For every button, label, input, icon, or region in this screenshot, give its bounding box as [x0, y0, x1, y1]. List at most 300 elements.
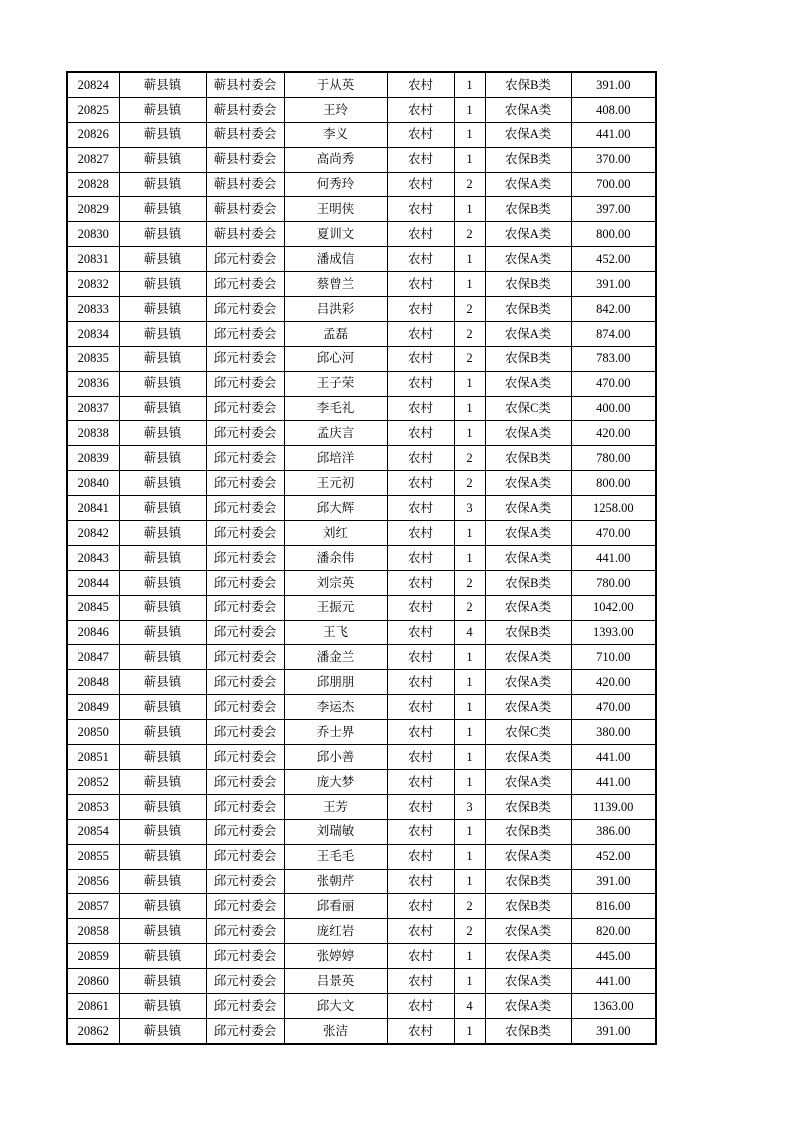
village-committee-cell: 邱元村委会	[206, 346, 284, 371]
village-committee-cell: 蕲县村委会	[206, 222, 284, 247]
person-name-cell: 潘余伟	[284, 545, 387, 570]
record-id-cell: 20852	[67, 769, 119, 794]
table-row	[67, 745, 656, 770]
person-count-cell: 2	[454, 346, 485, 371]
village-committee-cell: 邱元村委会	[206, 471, 284, 496]
amount-cell: 470.00	[571, 521, 656, 546]
table-row	[67, 794, 656, 819]
residence-type-cell: 农村	[387, 521, 454, 546]
village-committee-cell: 邱元村委会	[206, 321, 284, 346]
record-id-cell: 20839	[67, 446, 119, 471]
record-id-cell: 20824	[67, 72, 119, 97]
residence-type-cell: 农村	[387, 72, 454, 97]
amount-cell: 452.00	[571, 247, 656, 272]
person-name-cell: 孟庆言	[284, 421, 387, 446]
person-name-cell: 张洁	[284, 1018, 387, 1043]
town-cell: 蕲县镇	[119, 446, 206, 471]
person-name-cell: 夏训文	[284, 222, 387, 247]
residence-type-cell: 农村	[387, 346, 454, 371]
person-count-cell: 2	[454, 297, 485, 322]
residence-type-cell: 农村	[387, 769, 454, 794]
person-name-cell: 刘红	[284, 521, 387, 546]
person-count-cell: 2	[454, 222, 485, 247]
village-committee-cell: 邱元村委会	[206, 993, 284, 1018]
table-row	[67, 446, 656, 471]
insurance-category-cell: 农保B类	[485, 297, 571, 322]
table-row	[67, 869, 656, 894]
amount-cell: 470.00	[571, 695, 656, 720]
record-id-cell: 20841	[67, 496, 119, 521]
table-row	[67, 919, 656, 944]
residence-type-cell: 农村	[387, 297, 454, 322]
residence-type-cell: 农村	[387, 172, 454, 197]
record-id-cell: 20832	[67, 272, 119, 297]
residence-type-cell: 农村	[387, 396, 454, 421]
record-id-cell: 20844	[67, 570, 119, 595]
town-cell: 蕲县镇	[119, 545, 206, 570]
table-row	[67, 147, 656, 172]
record-id-cell: 20831	[67, 247, 119, 272]
village-committee-cell: 邱元村委会	[206, 969, 284, 994]
town-cell: 蕲县镇	[119, 819, 206, 844]
person-count-cell: 1	[454, 769, 485, 794]
amount-cell: 780.00	[571, 446, 656, 471]
record-id-cell: 20862	[67, 1018, 119, 1043]
record-id-cell: 20838	[67, 421, 119, 446]
record-id-cell: 20850	[67, 720, 119, 745]
town-cell: 蕲县镇	[119, 421, 206, 446]
insurance-category-cell: 农保A类	[485, 993, 571, 1018]
person-count-cell: 1	[454, 147, 485, 172]
person-count-cell: 3	[454, 496, 485, 521]
table-row	[67, 969, 656, 994]
person-count-cell: 1	[454, 869, 485, 894]
town-cell: 蕲县镇	[119, 72, 206, 97]
village-committee-cell: 邱元村委会	[206, 670, 284, 695]
person-name-cell: 王飞	[284, 620, 387, 645]
village-committee-cell: 邱元村委会	[206, 919, 284, 944]
record-id-cell: 20847	[67, 645, 119, 670]
town-cell: 蕲县镇	[119, 969, 206, 994]
record-id-cell: 20842	[67, 521, 119, 546]
person-count-cell: 1	[454, 720, 485, 745]
town-cell: 蕲县镇	[119, 521, 206, 546]
insurance-category-cell: 农保A类	[485, 919, 571, 944]
town-cell: 蕲县镇	[119, 919, 206, 944]
insurance-category-cell: 农保A类	[485, 97, 571, 122]
village-committee-cell: 邱元村委会	[206, 446, 284, 471]
village-committee-cell: 邱元村委会	[206, 1018, 284, 1043]
town-cell: 蕲县镇	[119, 869, 206, 894]
record-id-cell: 20854	[67, 819, 119, 844]
residence-type-cell: 农村	[387, 247, 454, 272]
record-id-cell: 20826	[67, 122, 119, 147]
insurance-category-cell: 农保A类	[485, 769, 571, 794]
insurance-category-cell: 农保A类	[485, 595, 571, 620]
village-committee-cell: 邱元村委会	[206, 844, 284, 869]
table-row	[67, 620, 656, 645]
person-name-cell: 高尚秀	[284, 147, 387, 172]
village-committee-cell: 蕲县村委会	[206, 122, 284, 147]
table-row	[67, 222, 656, 247]
insurance-category-cell: 农保A类	[485, 321, 571, 346]
amount-cell: 380.00	[571, 720, 656, 745]
village-committee-cell: 邱元村委会	[206, 894, 284, 919]
insurance-category-cell: 农保C类	[485, 396, 571, 421]
insurance-category-cell: 农保B类	[485, 72, 571, 97]
amount-cell: 710.00	[571, 645, 656, 670]
amount-cell: 420.00	[571, 670, 656, 695]
insurance-category-cell: 农保A类	[485, 944, 571, 969]
residence-type-cell: 农村	[387, 272, 454, 297]
residence-type-cell: 农村	[387, 471, 454, 496]
record-id-cell: 20843	[67, 545, 119, 570]
table-row	[67, 695, 656, 720]
person-count-cell: 2	[454, 919, 485, 944]
record-id-cell: 20860	[67, 969, 119, 994]
table-row	[67, 122, 656, 147]
person-count-cell: 1	[454, 819, 485, 844]
residence-type-cell: 农村	[387, 944, 454, 969]
residence-type-cell: 农村	[387, 421, 454, 446]
person-count-cell: 1	[454, 97, 485, 122]
person-count-cell: 3	[454, 794, 485, 819]
town-cell: 蕲县镇	[119, 695, 206, 720]
residence-type-cell: 农村	[387, 819, 454, 844]
town-cell: 蕲县镇	[119, 670, 206, 695]
insurance-category-cell: 农保A类	[485, 969, 571, 994]
person-name-cell: 李运杰	[284, 695, 387, 720]
village-committee-cell: 蕲县村委会	[206, 97, 284, 122]
record-id-cell: 20857	[67, 894, 119, 919]
person-count-cell: 1	[454, 969, 485, 994]
village-committee-cell: 邱元村委会	[206, 620, 284, 645]
town-cell: 蕲县镇	[119, 197, 206, 222]
table-row	[67, 670, 656, 695]
village-committee-cell: 邱元村委会	[206, 944, 284, 969]
table-row	[67, 421, 656, 446]
amount-cell: 874.00	[571, 321, 656, 346]
person-name-cell: 王子荣	[284, 371, 387, 396]
person-count-cell: 1	[454, 745, 485, 770]
village-committee-cell: 邱元村委会	[206, 794, 284, 819]
insurance-category-cell: 农保A类	[485, 545, 571, 570]
amount-cell: 1258.00	[571, 496, 656, 521]
table-row	[67, 172, 656, 197]
town-cell: 蕲县镇	[119, 794, 206, 819]
insurance-category-cell: 农保B类	[485, 147, 571, 172]
person-name-cell: 乔士界	[284, 720, 387, 745]
table-row	[67, 247, 656, 272]
insurance-category-cell: 农保A类	[485, 645, 571, 670]
person-name-cell: 吕洪彩	[284, 297, 387, 322]
village-committee-cell: 蕲县村委会	[206, 197, 284, 222]
person-name-cell: 李义	[284, 122, 387, 147]
insurance-category-cell: 农保B类	[485, 819, 571, 844]
insurance-category-cell: 农保A类	[485, 421, 571, 446]
insurance-category-cell: 农保B类	[485, 346, 571, 371]
town-cell: 蕲县镇	[119, 769, 206, 794]
residence-type-cell: 农村	[387, 645, 454, 670]
person-name-cell: 蔡曾兰	[284, 272, 387, 297]
amount-cell: 408.00	[571, 97, 656, 122]
amount-cell: 420.00	[571, 421, 656, 446]
person-name-cell: 刘宗英	[284, 570, 387, 595]
town-cell: 蕲县镇	[119, 247, 206, 272]
insurance-category-cell: 农保B类	[485, 197, 571, 222]
person-count-cell: 1	[454, 421, 485, 446]
person-name-cell: 吕景英	[284, 969, 387, 994]
residence-type-cell: 农村	[387, 222, 454, 247]
insurance-category-cell: 农保B类	[485, 570, 571, 595]
village-committee-cell: 邱元村委会	[206, 720, 284, 745]
amount-cell: 445.00	[571, 944, 656, 969]
amount-cell: 1393.00	[571, 620, 656, 645]
person-count-cell: 1	[454, 944, 485, 969]
village-committee-cell: 邱元村委会	[206, 396, 284, 421]
amount-cell: 391.00	[571, 272, 656, 297]
table-row	[67, 894, 656, 919]
person-name-cell: 李毛礼	[284, 396, 387, 421]
town-cell: 蕲县镇	[119, 894, 206, 919]
person-name-cell: 邱看丽	[284, 894, 387, 919]
person-count-cell: 2	[454, 172, 485, 197]
insurance-category-cell: 农保A类	[485, 371, 571, 396]
record-id-cell: 20836	[67, 371, 119, 396]
table-row	[67, 321, 656, 346]
amount-cell: 780.00	[571, 570, 656, 595]
record-id-cell: 20835	[67, 346, 119, 371]
residence-type-cell: 农村	[387, 570, 454, 595]
table-row	[67, 371, 656, 396]
table-row	[67, 72, 656, 97]
village-committee-cell: 邱元村委会	[206, 570, 284, 595]
record-id-cell: 20853	[67, 794, 119, 819]
village-committee-cell: 邱元村委会	[206, 645, 284, 670]
person-count-cell: 4	[454, 993, 485, 1018]
person-count-cell: 1	[454, 545, 485, 570]
town-cell: 蕲县镇	[119, 496, 206, 521]
person-count-cell: 2	[454, 570, 485, 595]
person-name-cell: 王振元	[284, 595, 387, 620]
table-row	[67, 471, 656, 496]
town-cell: 蕲县镇	[119, 595, 206, 620]
amount-cell: 441.00	[571, 969, 656, 994]
town-cell: 蕲县镇	[119, 122, 206, 147]
record-id-cell: 20859	[67, 944, 119, 969]
village-committee-cell: 蕲县村委会	[206, 172, 284, 197]
person-name-cell: 潘成信	[284, 247, 387, 272]
insurance-category-cell: 农保B类	[485, 894, 571, 919]
record-id-cell: 20834	[67, 321, 119, 346]
amount-cell: 386.00	[571, 819, 656, 844]
residence-type-cell: 农村	[387, 122, 454, 147]
insurance-category-cell: 农保A类	[485, 222, 571, 247]
record-id-cell: 20840	[67, 471, 119, 496]
table-row	[67, 844, 656, 869]
person-count-cell: 1	[454, 396, 485, 421]
village-committee-cell: 蕲县村委会	[206, 147, 284, 172]
person-count-cell: 1	[454, 72, 485, 97]
town-cell: 蕲县镇	[119, 844, 206, 869]
amount-cell: 441.00	[571, 545, 656, 570]
record-id-cell: 20837	[67, 396, 119, 421]
table-row	[67, 720, 656, 745]
residence-type-cell: 农村	[387, 321, 454, 346]
person-name-cell: 王毛毛	[284, 844, 387, 869]
table-row	[67, 97, 656, 122]
person-name-cell: 庞红岩	[284, 919, 387, 944]
table-row	[67, 645, 656, 670]
amount-cell: 800.00	[571, 471, 656, 496]
insurance-category-cell: 农保A类	[485, 745, 571, 770]
town-cell: 蕲县镇	[119, 620, 206, 645]
town-cell: 蕲县镇	[119, 147, 206, 172]
residence-type-cell: 农村	[387, 745, 454, 770]
table-row	[67, 769, 656, 794]
person-name-cell: 张朝芹	[284, 869, 387, 894]
town-cell: 蕲县镇	[119, 97, 206, 122]
amount-cell: 1363.00	[571, 993, 656, 1018]
residence-type-cell: 农村	[387, 894, 454, 919]
record-id-cell: 20848	[67, 670, 119, 695]
amount-cell: 820.00	[571, 919, 656, 944]
town-cell: 蕲县镇	[119, 993, 206, 1018]
residence-type-cell: 农村	[387, 720, 454, 745]
insurance-category-cell: 农保A类	[485, 844, 571, 869]
residence-type-cell: 农村	[387, 919, 454, 944]
person-count-cell: 1	[454, 197, 485, 222]
person-name-cell: 邱朋朋	[284, 670, 387, 695]
residence-type-cell: 农村	[387, 371, 454, 396]
residence-type-cell: 农村	[387, 844, 454, 869]
village-committee-cell: 蕲县村委会	[206, 72, 284, 97]
amount-cell: 783.00	[571, 346, 656, 371]
town-cell: 蕲县镇	[119, 371, 206, 396]
person-count-cell: 1	[454, 247, 485, 272]
residence-type-cell: 农村	[387, 595, 454, 620]
town-cell: 蕲县镇	[119, 172, 206, 197]
table-row	[67, 545, 656, 570]
residence-type-cell: 农村	[387, 1018, 454, 1043]
record-id-cell: 20846	[67, 620, 119, 645]
record-id-cell: 20830	[67, 222, 119, 247]
table-row	[67, 297, 656, 322]
town-cell: 蕲县镇	[119, 321, 206, 346]
table-row	[67, 570, 656, 595]
village-committee-cell: 邱元村委会	[206, 421, 284, 446]
person-name-cell: 孟磊	[284, 321, 387, 346]
town-cell: 蕲县镇	[119, 297, 206, 322]
pension-records-table	[66, 71, 657, 1045]
amount-cell: 397.00	[571, 197, 656, 222]
table-row	[67, 521, 656, 546]
record-id-cell: 20845	[67, 595, 119, 620]
person-name-cell: 张婷婷	[284, 944, 387, 969]
amount-cell: 800.00	[571, 222, 656, 247]
person-name-cell: 何秀玲	[284, 172, 387, 197]
residence-type-cell: 农村	[387, 147, 454, 172]
person-count-cell: 1	[454, 670, 485, 695]
table-row	[67, 496, 656, 521]
person-count-cell: 1	[454, 371, 485, 396]
person-count-cell: 2	[454, 446, 485, 471]
person-name-cell: 王明侠	[284, 197, 387, 222]
village-committee-cell: 邱元村委会	[206, 272, 284, 297]
insurance-category-cell: 农保B类	[485, 620, 571, 645]
table-row	[67, 595, 656, 620]
person-name-cell: 邱大辉	[284, 496, 387, 521]
village-committee-cell: 邱元村委会	[206, 247, 284, 272]
amount-cell: 1042.00	[571, 595, 656, 620]
person-name-cell: 庞大梦	[284, 769, 387, 794]
record-id-cell: 20849	[67, 695, 119, 720]
person-name-cell: 刘瑞敏	[284, 819, 387, 844]
person-name-cell: 王元初	[284, 471, 387, 496]
record-id-cell: 20833	[67, 297, 119, 322]
insurance-category-cell: 农保A类	[485, 471, 571, 496]
table-row	[67, 819, 656, 844]
record-id-cell: 20851	[67, 745, 119, 770]
person-count-cell: 1	[454, 1018, 485, 1043]
insurance-category-cell: 农保A类	[485, 695, 571, 720]
residence-type-cell: 农村	[387, 969, 454, 994]
record-id-cell: 20829	[67, 197, 119, 222]
person-count-cell: 1	[454, 844, 485, 869]
table-row	[67, 396, 656, 421]
residence-type-cell: 农村	[387, 197, 454, 222]
amount-cell: 700.00	[571, 172, 656, 197]
residence-type-cell: 农村	[387, 97, 454, 122]
residence-type-cell: 农村	[387, 794, 454, 819]
person-count-cell: 2	[454, 894, 485, 919]
person-name-cell: 邱小善	[284, 745, 387, 770]
village-committee-cell: 邱元村委会	[206, 745, 284, 770]
person-count-cell: 1	[454, 521, 485, 546]
person-count-cell: 1	[454, 122, 485, 147]
amount-cell: 370.00	[571, 147, 656, 172]
amount-cell: 452.00	[571, 844, 656, 869]
insurance-category-cell: 农保A类	[485, 122, 571, 147]
insurance-category-cell: 农保B类	[485, 869, 571, 894]
town-cell: 蕲县镇	[119, 720, 206, 745]
residence-type-cell: 农村	[387, 496, 454, 521]
amount-cell: 816.00	[571, 894, 656, 919]
person-name-cell: 邱培洋	[284, 446, 387, 471]
table-row	[67, 944, 656, 969]
person-name-cell: 邱心河	[284, 346, 387, 371]
amount-cell: 391.00	[571, 1018, 656, 1043]
insurance-category-cell: 农保A类	[485, 172, 571, 197]
village-committee-cell: 邱元村委会	[206, 819, 284, 844]
insurance-category-cell: 农保B类	[485, 1018, 571, 1043]
table-row	[67, 197, 656, 222]
residence-type-cell: 农村	[387, 446, 454, 471]
record-id-cell: 20856	[67, 869, 119, 894]
village-committee-cell: 邱元村委会	[206, 545, 284, 570]
person-name-cell: 王玲	[284, 97, 387, 122]
village-committee-cell: 邱元村委会	[206, 595, 284, 620]
record-id-cell: 20828	[67, 172, 119, 197]
town-cell: 蕲县镇	[119, 645, 206, 670]
table-row	[67, 272, 656, 297]
town-cell: 蕲县镇	[119, 570, 206, 595]
residence-type-cell: 农村	[387, 670, 454, 695]
record-id-cell: 20827	[67, 147, 119, 172]
record-id-cell: 20861	[67, 993, 119, 1018]
town-cell: 蕲县镇	[119, 1018, 206, 1043]
town-cell: 蕲县镇	[119, 396, 206, 421]
